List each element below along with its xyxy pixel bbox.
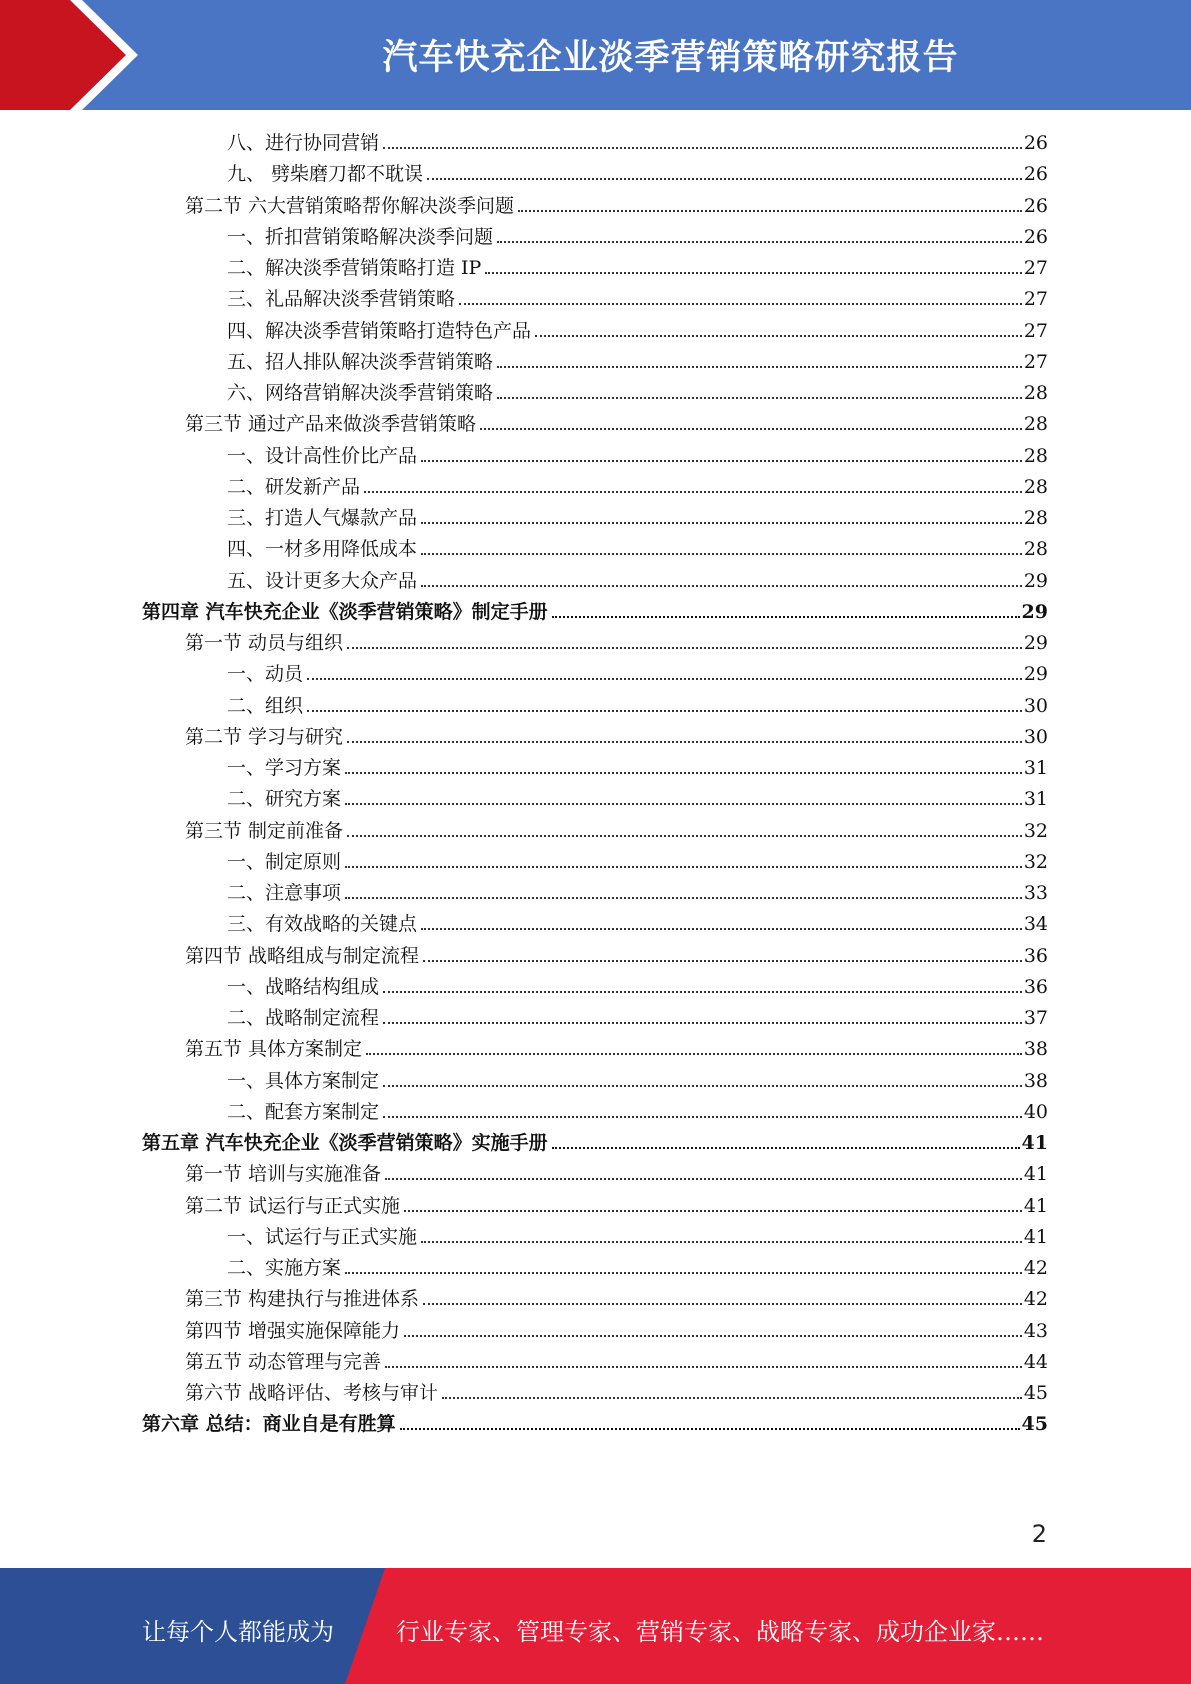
toc-leader-dots bbox=[345, 803, 1022, 805]
toc-page-number: 30 bbox=[1023, 694, 1048, 717]
toc-chapter[interactable] bbox=[0, 1409, 1191, 1440]
toc-section[interactable] bbox=[0, 816, 1191, 847]
toc-label: 一、学习方案 bbox=[227, 757, 342, 779]
toc-page-number: 37 bbox=[1023, 1007, 1048, 1029]
report-title: 汽车快充企业淡季营销策略研究报告 bbox=[382, 38, 959, 78]
toc-leader-dots bbox=[404, 1335, 1022, 1337]
toc-label: 四、解决淡季营销策略打造特色产品 bbox=[227, 319, 532, 342]
toc-leader-dots bbox=[347, 741, 1022, 743]
toc-page-number: 26 bbox=[1023, 225, 1048, 248]
toc-page-number: 28 bbox=[1023, 444, 1048, 467]
header-arrow-decoration bbox=[0, 0, 160, 110]
toc-page-number: 28 bbox=[1023, 382, 1048, 404]
toc-label: 第五节 具体方案制定 bbox=[185, 1038, 363, 1061]
toc-item[interactable] bbox=[0, 253, 1191, 284]
toc-item[interactable] bbox=[0, 534, 1191, 565]
toc-leader-dots bbox=[404, 1210, 1022, 1212]
toc-item[interactable] bbox=[0, 441, 1191, 472]
toc-section[interactable] bbox=[0, 628, 1191, 659]
toc-page-number: 41 bbox=[1023, 1163, 1048, 1186]
toc-section[interactable] bbox=[0, 1347, 1191, 1378]
toc-page-number: 41 bbox=[1023, 1194, 1048, 1217]
footer-roles: 行业专家、管理专家、营销专家、战略专家、成功企业家…… bbox=[396, 1618, 1044, 1646]
toc-label: 五、设计更多大众产品 bbox=[227, 569, 418, 592]
toc-page-number: 28 bbox=[1023, 475, 1048, 498]
toc-page-number: 29 bbox=[1023, 632, 1048, 654]
toc-leader-dots bbox=[497, 241, 1022, 243]
toc-leader-dots bbox=[421, 522, 1022, 524]
toc-page-number: 26 bbox=[1023, 194, 1048, 217]
toc-label: 一、设计高性价比产品 bbox=[227, 444, 418, 467]
toc-label: 三、礼品解决淡季营销策略 bbox=[227, 288, 456, 311]
toc-label: 二、实施方案 bbox=[227, 1257, 342, 1279]
page-number: 2 bbox=[1031, 1520, 1047, 1548]
toc-page-number: 29 bbox=[1021, 600, 1048, 623]
toc-item[interactable] bbox=[0, 784, 1191, 815]
toc-item[interactable] bbox=[0, 503, 1191, 534]
toc-label: 一、动员 bbox=[227, 663, 304, 686]
toc-leader-dots bbox=[364, 491, 1022, 493]
toc-page-number: 38 bbox=[1023, 1069, 1048, 1092]
toc-item[interactable] bbox=[0, 284, 1191, 315]
toc-item[interactable] bbox=[0, 909, 1191, 940]
toc-label: 一、具体方案制定 bbox=[227, 1069, 380, 1092]
toc-section[interactable] bbox=[0, 409, 1191, 440]
toc-label: 一、折扣营销策略解决淡季问题 bbox=[227, 225, 494, 248]
toc-label: 第四节 增强实施保障能力 bbox=[185, 1319, 401, 1342]
toc-leader-dots bbox=[383, 1022, 1022, 1024]
toc-leader-dots bbox=[385, 1366, 1022, 1368]
toc-label: 第六节 战略评估、考核与审计 bbox=[185, 1382, 439, 1404]
toc-page-number: 41 bbox=[1023, 1225, 1048, 1248]
toc-page-number: 41 bbox=[1021, 1132, 1048, 1154]
toc-leader-dots bbox=[459, 303, 1022, 305]
toc-item[interactable] bbox=[0, 566, 1191, 597]
toc-label: 第一节 培训与实施准备 bbox=[185, 1163, 382, 1186]
footer-slogan: 让每个人都能成为 bbox=[142, 1618, 334, 1646]
toc-item[interactable] bbox=[0, 378, 1191, 409]
toc-item[interactable] bbox=[0, 878, 1191, 909]
toc-page-number: 27 bbox=[1023, 288, 1048, 311]
toc-label: 第六章 总结：商业自是有胜算 bbox=[142, 1413, 396, 1436]
toc-leader-dots bbox=[345, 1272, 1022, 1274]
toc-leader-dots bbox=[345, 772, 1022, 774]
toc-leader-dots bbox=[480, 428, 1022, 430]
toc-page-number: 29 bbox=[1023, 569, 1048, 592]
toc-page-number: 29 bbox=[1023, 663, 1048, 686]
toc-leader-dots bbox=[385, 1178, 1022, 1180]
toc-page-number: 40 bbox=[1023, 1100, 1048, 1123]
toc-page-number: 44 bbox=[1023, 1350, 1048, 1373]
toc-item[interactable] bbox=[0, 159, 1191, 190]
toc-page-number: 27 bbox=[1023, 350, 1048, 373]
toc-page-number: 27 bbox=[1023, 257, 1048, 279]
toc-section[interactable] bbox=[0, 1191, 1191, 1222]
toc-page-number: 45 bbox=[1023, 1382, 1048, 1404]
toc-item[interactable] bbox=[0, 1066, 1191, 1097]
toc-item[interactable] bbox=[0, 659, 1191, 690]
toc-page-number: 26 bbox=[1023, 132, 1048, 154]
toc-label: 二、配套方案制定 bbox=[227, 1100, 380, 1123]
toc-label: 第二节 六大营销策略帮你解决淡季问题 bbox=[185, 194, 515, 217]
toc-section[interactable] bbox=[0, 191, 1191, 222]
toc-item[interactable] bbox=[0, 847, 1191, 878]
toc-leader-dots bbox=[535, 335, 1022, 337]
toc-label: 第一节 动员与组织 bbox=[185, 632, 344, 654]
toc-leader-dots bbox=[307, 678, 1022, 680]
toc-label: 五、招人排队解决淡季营销策略 bbox=[227, 350, 494, 373]
toc-chapter[interactable] bbox=[0, 597, 1191, 628]
toc-label: 第四节 战略组成与制定流程 bbox=[185, 944, 420, 967]
toc-leader-dots bbox=[485, 272, 1021, 274]
toc-label: 一、试运行与正式实施 bbox=[227, 1225, 418, 1248]
toc-label: 第三节 构建执行与推进体系 bbox=[185, 1288, 420, 1311]
toc-label: 一、制定原则 bbox=[227, 850, 342, 873]
toc-section[interactable] bbox=[0, 1316, 1191, 1347]
toc-item[interactable] bbox=[0, 316, 1191, 347]
toc-page-number: 34 bbox=[1023, 913, 1048, 936]
toc-leader-dots bbox=[552, 616, 1020, 618]
toc-section[interactable] bbox=[0, 1378, 1191, 1409]
page-footer bbox=[0, 1568, 1191, 1684]
toc-label: 第三节 制定前准备 bbox=[185, 819, 344, 842]
toc-item[interactable] bbox=[0, 472, 1191, 503]
toc-page-number: 31 bbox=[1023, 788, 1048, 811]
toc-label: 第四章 汽车快充企业《淡季营销策略》制定手册 bbox=[142, 600, 548, 623]
toc-label: 九、 劈柴磨刀都不耽误 bbox=[227, 163, 424, 186]
toc-page-number: 30 bbox=[1023, 725, 1048, 748]
toc-page-number: 36 bbox=[1023, 975, 1048, 998]
toc-item[interactable] bbox=[0, 128, 1191, 159]
toc-leader-dots bbox=[423, 960, 1022, 962]
toc-leader-dots bbox=[518, 210, 1022, 212]
toc-page-number: 26 bbox=[1023, 163, 1048, 186]
toc-item[interactable] bbox=[0, 1097, 1191, 1128]
toc-leader-dots bbox=[421, 460, 1022, 462]
toc-label: 第五章 汽车快充企业《淡季营销策略》实施手册 bbox=[142, 1132, 548, 1154]
toc-label: 第五节 动态管理与完善 bbox=[185, 1350, 382, 1373]
toc-leader-dots bbox=[497, 397, 1022, 399]
toc-item[interactable] bbox=[0, 1222, 1191, 1253]
toc-page-number: 27 bbox=[1023, 319, 1048, 342]
toc-leader-dots bbox=[383, 1116, 1022, 1118]
toc-leader-dots bbox=[421, 928, 1022, 930]
toc-section[interactable] bbox=[0, 1034, 1191, 1065]
toc-page-number: 43 bbox=[1023, 1319, 1048, 1342]
toc-page-number: 32 bbox=[1023, 819, 1048, 842]
toc-leader-dots bbox=[383, 991, 1022, 993]
toc-leader-dots bbox=[421, 1241, 1022, 1243]
toc-label: 四、一材多用降低成本 bbox=[227, 538, 418, 561]
toc-leader-dots bbox=[400, 1428, 1020, 1430]
toc-section[interactable] bbox=[0, 1159, 1191, 1190]
toc-label: 二、组织 bbox=[227, 694, 304, 717]
toc-item[interactable] bbox=[0, 972, 1191, 1003]
toc-label: 二、战略制定流程 bbox=[227, 1007, 380, 1029]
toc-page-number: 36 bbox=[1023, 944, 1048, 967]
toc-item[interactable] bbox=[0, 1003, 1191, 1034]
toc-item[interactable] bbox=[0, 222, 1191, 253]
toc-leader-dots bbox=[427, 178, 1022, 180]
toc-item[interactable] bbox=[0, 753, 1191, 784]
toc-leader-dots bbox=[497, 366, 1022, 368]
toc-item[interactable] bbox=[0, 1253, 1191, 1284]
toc-leader-dots bbox=[421, 585, 1022, 587]
toc-item[interactable] bbox=[0, 347, 1191, 378]
toc-label: 第二节 学习与研究 bbox=[185, 725, 344, 748]
toc-label: 二、注意事项 bbox=[227, 882, 342, 904]
toc-label: 三、打造人气爆款产品 bbox=[227, 507, 418, 529]
toc-section[interactable] bbox=[0, 722, 1191, 753]
toc-leader-dots bbox=[442, 1397, 1022, 1399]
toc-leader-dots bbox=[421, 553, 1022, 555]
toc-leader-dots bbox=[366, 1053, 1022, 1055]
toc-page-number: 28 bbox=[1023, 507, 1048, 529]
toc-label: 六、网络营销解决淡季营销策略 bbox=[227, 382, 494, 404]
toc-page-number: 33 bbox=[1023, 882, 1048, 904]
toc-page-number: 38 bbox=[1023, 1038, 1048, 1061]
toc-page-number: 28 bbox=[1023, 413, 1048, 436]
toc-item[interactable] bbox=[0, 691, 1191, 722]
toc-section[interactable] bbox=[0, 1284, 1191, 1315]
toc-page-number: 28 bbox=[1023, 538, 1048, 561]
toc-label: 一、战略结构组成 bbox=[227, 975, 380, 998]
toc-leader-dots bbox=[345, 866, 1022, 868]
toc-label: 三、有效战略的关键点 bbox=[227, 913, 418, 936]
toc-page-number: 31 bbox=[1023, 757, 1048, 779]
toc-section[interactable] bbox=[0, 941, 1191, 972]
toc-label: 第二节 试运行与正式实施 bbox=[185, 1194, 401, 1217]
toc-leader-dots bbox=[552, 1147, 1020, 1149]
toc-label: 第三节 通过产品来做淡季营销策略 bbox=[185, 413, 477, 436]
toc-leader-dots bbox=[347, 835, 1022, 837]
toc-label: 二、研发新产品 bbox=[227, 475, 361, 498]
toc-label: 八、进行协同营销 bbox=[227, 132, 380, 154]
toc-leader-dots bbox=[383, 147, 1022, 149]
toc-leader-dots bbox=[307, 710, 1022, 712]
toc-page-number: 42 bbox=[1023, 1257, 1048, 1279]
toc-chapter[interactable] bbox=[0, 1128, 1191, 1159]
toc-page-number: 32 bbox=[1023, 850, 1048, 873]
toc-page-number: 42 bbox=[1023, 1288, 1048, 1311]
toc-label: 二、解决淡季营销策略打造 IP bbox=[227, 257, 482, 279]
page-header bbox=[0, 0, 1191, 110]
toc-leader-dots bbox=[423, 1303, 1022, 1305]
toc-leader-dots bbox=[383, 1085, 1022, 1087]
toc-leader-dots bbox=[345, 897, 1022, 899]
toc-leader-dots bbox=[347, 647, 1022, 649]
toc-page-number: 45 bbox=[1021, 1413, 1048, 1436]
toc-label: 二、研究方案 bbox=[227, 788, 342, 811]
